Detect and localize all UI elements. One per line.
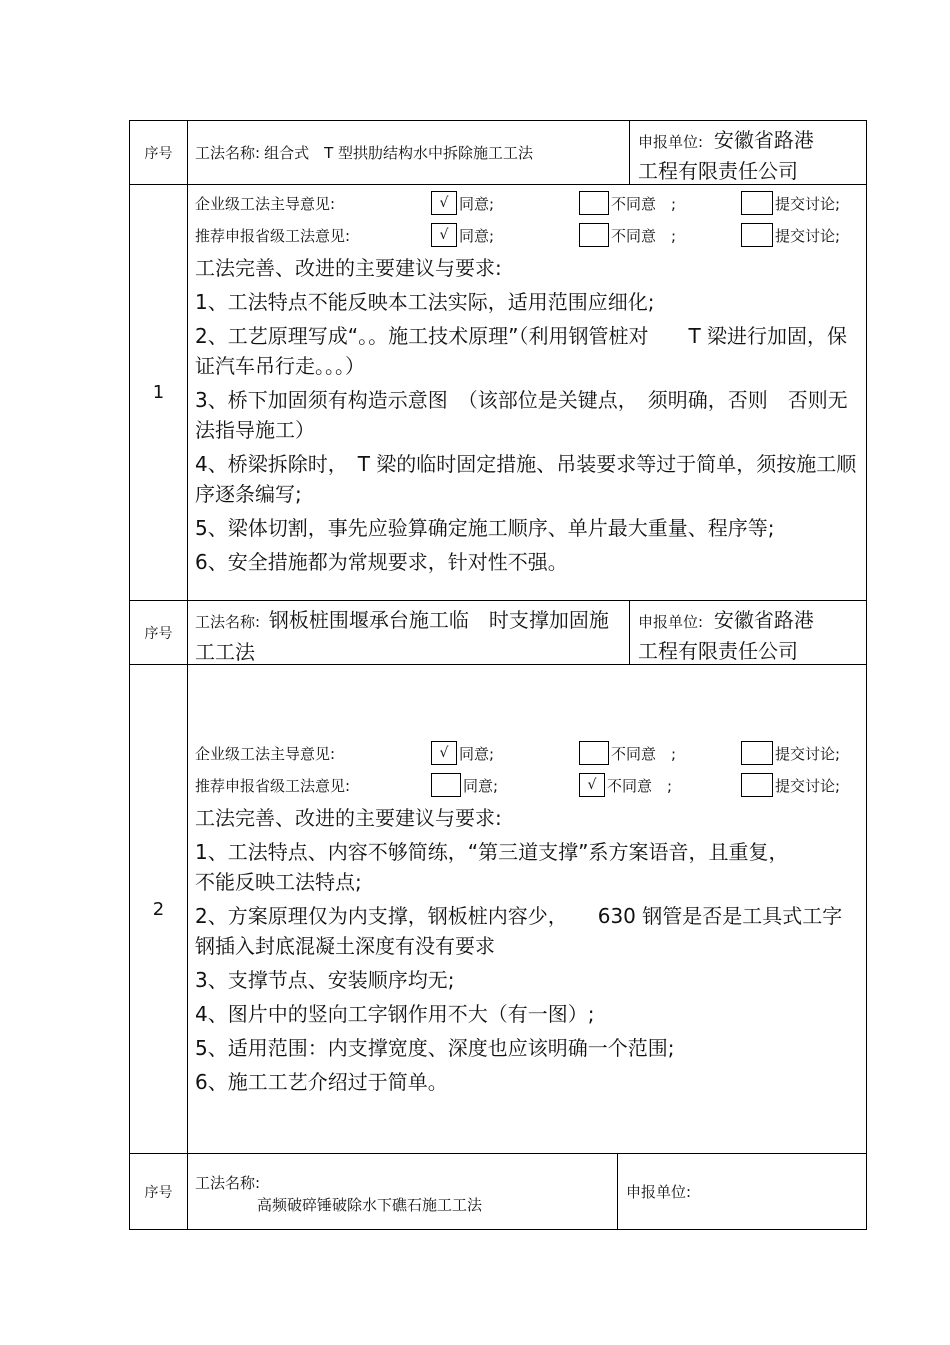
- enterprise-opinion: [195, 737, 858, 769]
- suggestion-item: 5、梁体切割，事先应验算确定施工顺序、单片最大重量、程序等;: [195, 516, 775, 540]
- method-name-label: 工法名称:: [195, 144, 261, 162]
- unit-label: 申报单位:: [638, 133, 704, 151]
- row-number: 2: [130, 665, 188, 1153]
- method-name-label: 工法名称:: [195, 613, 261, 631]
- suggestions-heading: 工法完善、改进的主要建议与要求:: [195, 806, 502, 830]
- suggestion-item: 1、工法特点、内容不够简练，“第三道支撑”系方案语音，且重复，不能反映工法特点;: [195, 840, 789, 894]
- discuss-option: [741, 223, 840, 247]
- seq-label: 序号: [130, 601, 188, 664]
- disagree-option: [579, 773, 741, 797]
- suggestion-item: 1、工法特点不能反映本工法实际，适用范围应细化;: [195, 290, 655, 314]
- unit-value-line2: 工程有限责任公司: [638, 639, 798, 663]
- agree-checkbox[interactable]: √: [431, 223, 457, 247]
- disagree-label: 不同意 ;: [611, 194, 677, 213]
- agree-checkbox[interactable]: [431, 773, 461, 797]
- unit-cell: [630, 601, 866, 664]
- suggestion-item: 3、桥下加固须有构造示意图 （该部位是关键点， 须明确，否则 否则无法指导施工）: [195, 388, 848, 442]
- disagree-label: 不同意 ;: [611, 744, 677, 763]
- agree-checkbox[interactable]: √: [431, 741, 457, 765]
- suggestions-heading: 工法完善、改进的主要建议与要求:: [195, 256, 502, 280]
- review-row-1: [129, 184, 867, 600]
- agree-label: 同意;: [459, 744, 495, 763]
- discuss-option: [741, 741, 840, 765]
- disagree-option: [579, 223, 741, 247]
- agree-checkbox[interactable]: √: [431, 191, 457, 215]
- province-opinion: [195, 219, 858, 251]
- agree-option: [431, 741, 579, 765]
- unit-value: 安徽省路港: [713, 128, 814, 152]
- agree-label: 同意;: [459, 194, 495, 213]
- unit-label: 申报单位:: [626, 1183, 692, 1201]
- method-review-table: [129, 120, 867, 1230]
- enterprise-opinion: [195, 187, 858, 219]
- province-opinion: [195, 769, 858, 801]
- disagree-checkbox[interactable]: [579, 741, 609, 765]
- suggestion-item: 4、图片中的竖向工字钢作用不大（有一图）;: [195, 1002, 595, 1026]
- discuss-checkbox[interactable]: [741, 773, 773, 797]
- discuss-checkbox[interactable]: [741, 223, 773, 247]
- agree-option: [431, 223, 579, 247]
- agree-option: [431, 191, 579, 215]
- discuss-option: [741, 191, 840, 215]
- suggestions: [195, 253, 858, 577]
- suggestion-item: 6、安全措施都为常规要求，针对性不强。: [195, 550, 568, 574]
- header-row-2: [129, 600, 867, 664]
- seq-label: 序号: [130, 1154, 188, 1229]
- disagree-label: 不同意 ;: [611, 226, 677, 245]
- suggestion-item: 2、方案原理仅为内支撑，钢板桩内容少， 630 钢管是否是工具式工字钢插入封底混凝土深度有没有要求: [195, 904, 843, 958]
- discuss-label: 提交讨论;: [775, 194, 841, 213]
- province-opinion-label: 推荐申报省级工法意见:: [195, 226, 351, 245]
- discuss-label: 提交讨论;: [775, 226, 841, 245]
- unit-value: 安徽省路港: [713, 608, 814, 632]
- discuss-checkbox[interactable]: [741, 741, 773, 765]
- suggestion-item: 4、桥梁拆除时， T 梁的临时固定措施、吊装要求等过于简单，须按施工顺序逐条编写;: [195, 452, 857, 506]
- method-name-value: 高频破碎锤破除水下礁石施工工法: [257, 1196, 483, 1214]
- agree-option: [431, 773, 579, 797]
- disagree-label: 不同意 ;: [607, 776, 673, 795]
- discuss-label: 提交讨论;: [775, 744, 841, 763]
- enterprise-opinion-label: 企业级工法主导意见:: [195, 744, 336, 763]
- disagree-checkbox[interactable]: [579, 191, 609, 215]
- province-opinion-label: 推荐申报省级工法意见:: [195, 776, 351, 795]
- disagree-checkbox[interactable]: √: [579, 773, 605, 797]
- header-row-3: [129, 1153, 867, 1230]
- suggestion-item: 5、适用范围：内支撑宽度、深度也应该明确一个范围;: [195, 1036, 675, 1060]
- enterprise-opinion-label: 企业级工法主导意见:: [195, 194, 336, 213]
- header-row-1: [129, 120, 867, 184]
- unit-label: 申报单位:: [638, 613, 704, 631]
- agree-label: 同意;: [463, 776, 499, 795]
- method-name-value: 组合式 T 型拱肋结构水中拆除施工工法: [264, 144, 533, 162]
- disagree-option: [579, 191, 741, 215]
- method-name-cell: [187, 601, 630, 664]
- unit-cell: [630, 121, 866, 184]
- disagree-checkbox[interactable]: [579, 223, 609, 247]
- suggestion-item: 6、施工工艺介绍过于简单。: [195, 1070, 448, 1094]
- method-name-value: 钢板桩围堰承台施工临 时支撑加固施工工法: [195, 608, 609, 664]
- suggestion-item: 2、工艺原理写成“。。施工技术原理”（利用钢管桩对 T 梁进行加固，保证汽车吊行走。。。）: [195, 324, 848, 378]
- unit-cell: [618, 1154, 699, 1229]
- discuss-label: 提交讨论;: [775, 776, 841, 795]
- agree-label: 同意;: [459, 226, 495, 245]
- method-name-cell: [187, 1154, 618, 1229]
- disagree-option: [579, 741, 741, 765]
- suggestion-item: 3、支撑节点、安装顺序均无;: [195, 968, 455, 992]
- discuss-checkbox[interactable]: [741, 191, 773, 215]
- row-number: 1: [130, 185, 188, 600]
- method-name-cell: [187, 121, 630, 184]
- method-name-label: 工法名称:: [195, 1174, 261, 1192]
- review-row-2: [129, 664, 867, 1153]
- suggestions: [195, 803, 858, 1097]
- discuss-option: [741, 773, 840, 797]
- seq-label: 序号: [130, 121, 188, 184]
- unit-value-line2: 工程有限责任公司: [638, 159, 798, 183]
